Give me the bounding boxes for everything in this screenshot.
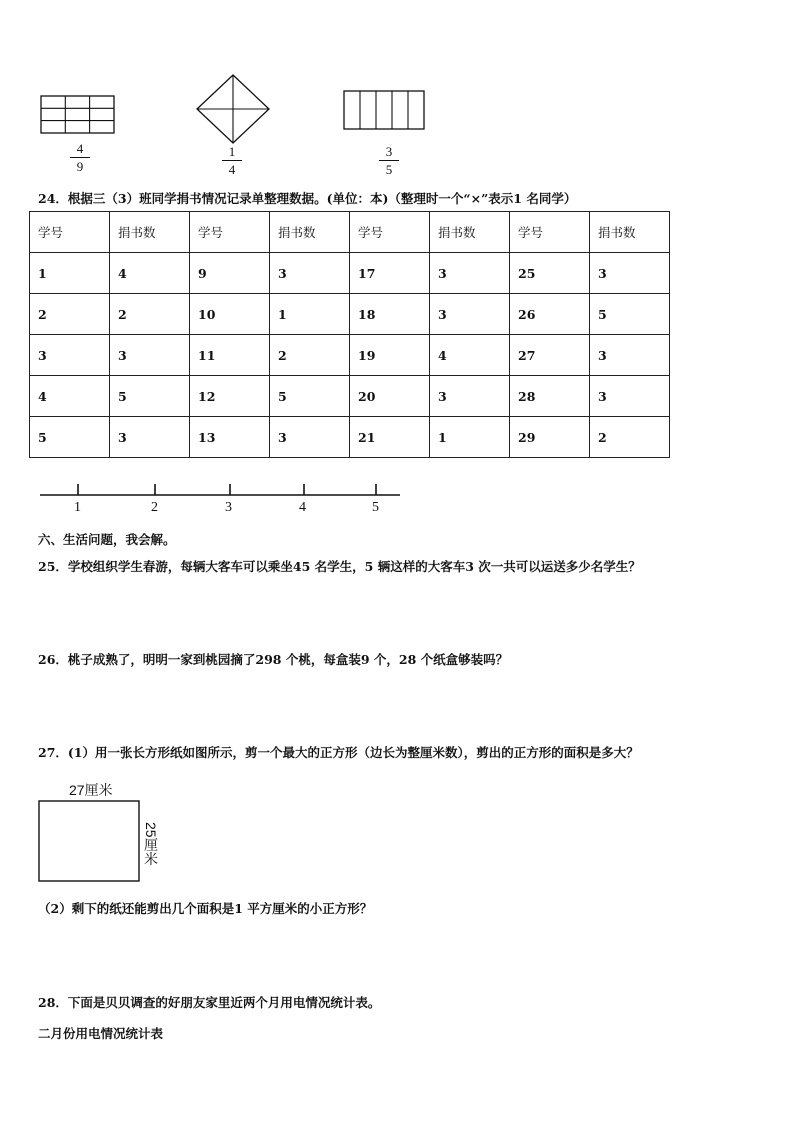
- axis-label-2: 2: [151, 500, 158, 515]
- table-cell: 3: [110, 417, 190, 458]
- number-line: [38, 482, 402, 502]
- table-cell: 3: [30, 335, 110, 376]
- fraction-4-9: 4 9: [70, 141, 90, 174]
- question-27-part-2: （2）剩下的纸还能剪出几个面积是1 平方厘米的小正方形？: [38, 901, 373, 916]
- table-cell: 3: [590, 253, 670, 294]
- table-title: 二月份用电情况统计表: [38, 1026, 164, 1041]
- question-28: 28．下面是贝贝调查的好朋友家里近两个月用电情况统计表。: [38, 995, 381, 1010]
- table-cell: 2: [270, 335, 350, 376]
- table-cell: 20: [350, 376, 430, 417]
- question-26: 26．桃子成熟了，明明一家到桃园摘了298 个桃，每盒装9 个，28 个纸盒够装吗？: [38, 652, 509, 667]
- header-cell: 学号: [510, 212, 590, 253]
- table-cell: 5: [110, 376, 190, 417]
- table-cell: 3: [430, 376, 510, 417]
- table-row: [30, 335, 670, 376]
- table-cell: 5: [590, 294, 670, 335]
- axis-label-1: 1: [74, 500, 81, 515]
- table-cell: 5: [30, 417, 110, 458]
- grid-rectangle-figure: [39, 94, 117, 136]
- diamond-figure: [195, 73, 271, 145]
- table-row: [30, 294, 670, 335]
- header-cell: 学号: [190, 212, 270, 253]
- fraction-3-5: 3 5: [379, 144, 399, 177]
- table-cell: 4: [110, 253, 190, 294]
- axis-label-3: 3: [225, 500, 232, 515]
- table-row: [30, 376, 670, 417]
- table-cell: 2: [30, 294, 110, 335]
- table-cell: 3: [590, 376, 670, 417]
- table-cell: 19: [350, 335, 430, 376]
- fraction-1-4: 1 4: [222, 144, 242, 177]
- header-cell: 捐书数: [270, 212, 350, 253]
- table-cell: 25: [510, 253, 590, 294]
- table-cell: 9: [190, 253, 270, 294]
- table-row: [30, 253, 670, 294]
- height-label: 25厘米: [143, 822, 159, 866]
- table-cell: 2: [110, 294, 190, 335]
- table-cell: 29: [510, 417, 590, 458]
- axis-label-5: 5: [372, 500, 379, 515]
- table-cell: 27: [510, 335, 590, 376]
- header-cell: 捐书数: [430, 212, 510, 253]
- table-cell: 3: [590, 335, 670, 376]
- table-cell: 3: [430, 253, 510, 294]
- table-cell: 11: [190, 335, 270, 376]
- paper-rectangle-figure: [37, 799, 141, 883]
- table-cell: 4: [430, 335, 510, 376]
- table-cell: 28: [510, 376, 590, 417]
- table-cell: 3: [270, 417, 350, 458]
- donation-record-table: [29, 211, 670, 458]
- question-27-part-1: 27．(1）用一张长方形纸如图所示，剪一个最大的正方形（边长为整厘米数），剪出的正方形的面积是多大？: [38, 745, 639, 760]
- table-header-row: [30, 212, 670, 253]
- table-cell: 17: [350, 253, 430, 294]
- table-cell: 3: [430, 294, 510, 335]
- section-6-heading: 六、生活问题，我会解。: [38, 532, 176, 547]
- table-cell: 3: [270, 253, 350, 294]
- table-cell: 13: [190, 417, 270, 458]
- table-row: [30, 417, 670, 458]
- table-cell: 3: [110, 335, 190, 376]
- table-cell: 12: [190, 376, 270, 417]
- table-cell: 26: [510, 294, 590, 335]
- width-label: 27厘米: [69, 782, 113, 798]
- table-cell: 21: [350, 417, 430, 458]
- striped-rectangle-figure: [342, 89, 426, 131]
- header-cell: 捐书数: [590, 212, 670, 253]
- table-cell: 10: [190, 294, 270, 335]
- axis-label-4: 4: [299, 500, 306, 515]
- table-cell: 4: [30, 376, 110, 417]
- question-24: 24．根据三（3）班同学捐书情况记录单整理数据。(单位：本)（整理时一个“×”表示1 名同学）: [38, 191, 577, 206]
- question-25: 25．学校组织学生春游，每辆大客车可以乘坐45 名学生，5 辆这样的大客车3 次一共可以运送多少名学生？: [38, 559, 641, 574]
- table-cell: 18: [350, 294, 430, 335]
- header-cell: 学号: [350, 212, 430, 253]
- table-cell: 1: [30, 253, 110, 294]
- header-cell: 捐书数: [110, 212, 190, 253]
- table-cell: 2: [590, 417, 670, 458]
- table-cell: 5: [270, 376, 350, 417]
- table-cell: 1: [430, 417, 510, 458]
- header-cell: 学号: [30, 212, 110, 253]
- table-cell: 1: [270, 294, 350, 335]
